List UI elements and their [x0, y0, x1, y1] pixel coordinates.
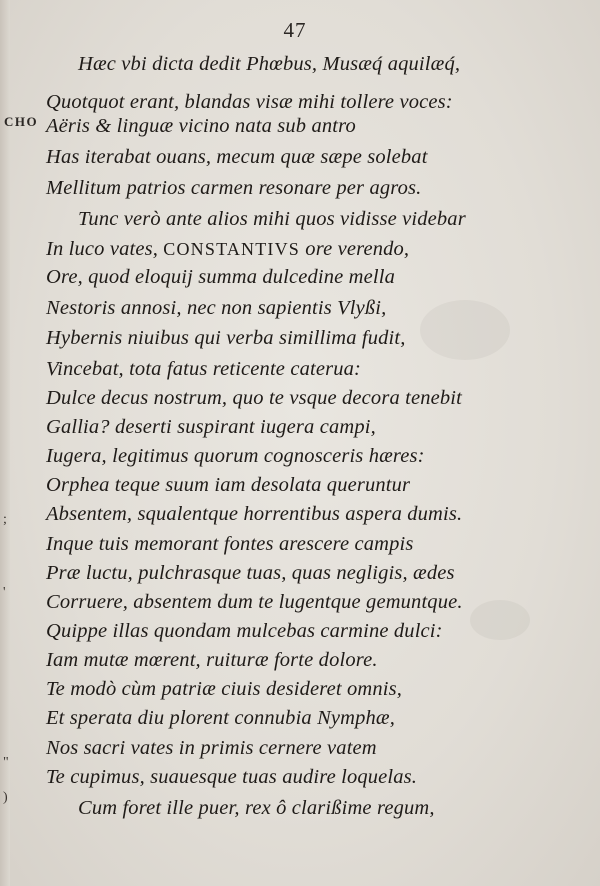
verse-line: Iam mutæ mœrent, ruituræ forte dolore.: [46, 649, 378, 671]
verse-line: Nos sacri vates in primis cernere vatem: [46, 737, 377, 759]
verse-line: Aëris & linguæ vicino nata sub antro: [46, 115, 356, 137]
verse-line: Mellitum patrios carmen resonare per agros.: [46, 177, 422, 199]
marginal-note: CHO: [4, 114, 39, 129]
page-number: 47: [283, 18, 307, 42]
edge-mark: ): [3, 790, 8, 805]
verse-line-head: In luco vates,: [46, 238, 158, 260]
edge-mark: ': [3, 585, 6, 600]
verse-line: Cum foret ille puer, rex ô clarißime regum,: [78, 797, 435, 819]
verse-line: Te modò cùm patriæ ciuis desideret omnis,: [46, 678, 402, 700]
verse-line: Quotquot erant, blandas visæ mihi tollere voces:: [46, 91, 453, 113]
verse-line: Inque tuis memorant fontes arescere campis: [46, 533, 414, 555]
verse-line: Orphea teque suum iam desolata queruntur: [46, 474, 411, 496]
verse-line: Quippe illas quondam mulcebas carmine dulci:: [46, 620, 443, 642]
verse-line: Et sperata diu plorent connubia Nymphæ,: [46, 707, 396, 729]
verse-line: Ore, quod eloquij summa dulcedine mella: [46, 266, 395, 288]
edge-mark: ": [3, 755, 9, 770]
verse-line: Tunc verò ante alios mihi quos vidisse videbar: [78, 208, 466, 230]
edge-mark: ;: [3, 512, 7, 527]
verse-line: Gallia? deserti suspirant iugera campi,: [46, 416, 376, 438]
verse-line: Iugera, legitimus quorum cognosceris hæres:: [46, 445, 425, 467]
verse-line-tail: ore verendo,: [305, 238, 410, 260]
verse-line: Absentem, squalentque horrentibus aspera dumis.: [46, 503, 463, 525]
proper-name-caps: CONSTANTIVS: [163, 239, 301, 259]
verse-line: Corruere, absentem dum te lugentque gemuntque.: [46, 591, 463, 613]
verse-line: Te cupimus, suauesque tuas audire loquelas.: [46, 766, 418, 788]
verse-line: Has iterabat ouans, mecum quæ sæpe solebat: [46, 146, 428, 168]
verse-line-with-name: [46, 237, 409, 261]
verse-line: Dulce decus nostrum, quo te vsque decora tenebit: [46, 387, 462, 409]
verse-line: Vincebat, tota fatus reticente caterua:: [46, 358, 361, 380]
verse-line: Nestoris annosi, nec non sapientis Vlyßi,: [46, 297, 387, 319]
verse-line: Hybernis niuibus qui verba simillima fudit,: [46, 327, 406, 349]
verse-line: Præ luctu, pulchrasque tuas, quas negligis, ædes: [46, 562, 455, 584]
verse-line: Hæc vbi dicta dedit Phœbus, Musæq́ aquilæq́,: [78, 53, 461, 75]
